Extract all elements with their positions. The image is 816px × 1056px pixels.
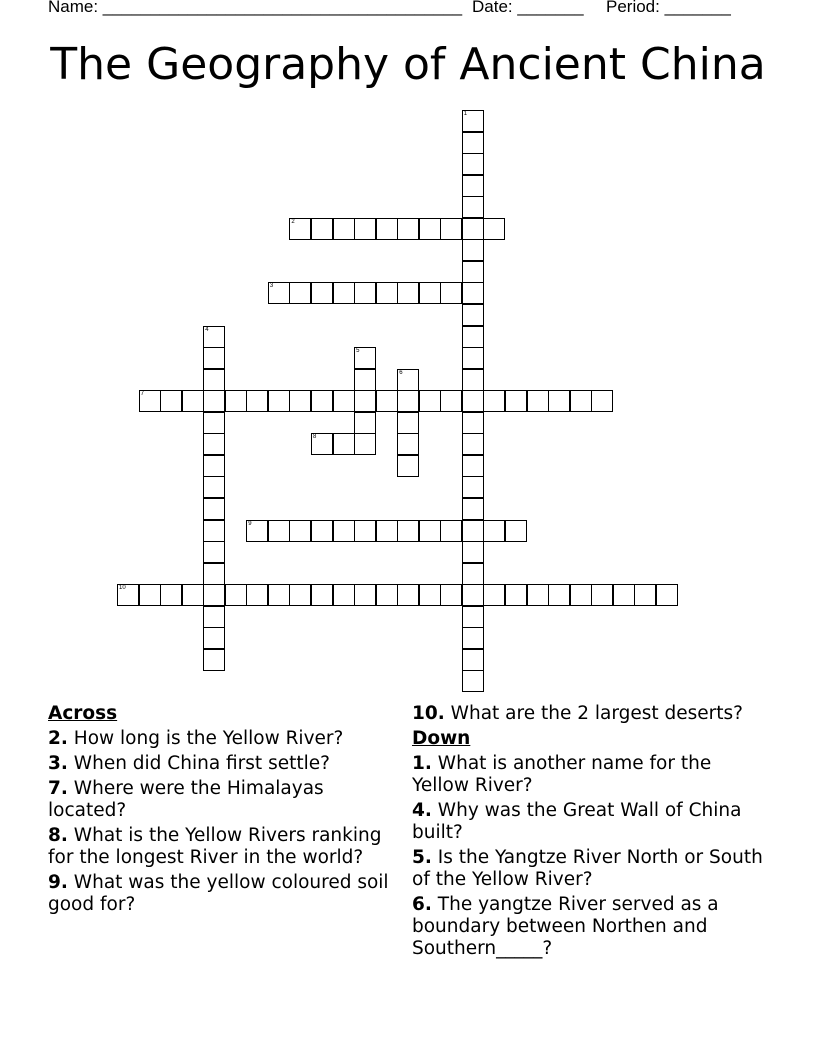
crossword-cell[interactable]	[376, 390, 398, 412]
across-clue-3	[48, 753, 398, 775]
crossword-cell[interactable]	[225, 390, 247, 412]
crossword-cell[interactable]	[397, 455, 419, 477]
crossword-cell[interactable]	[289, 390, 311, 412]
crossword-cell[interactable]	[203, 520, 225, 542]
clue-number: 2.	[48, 728, 68, 749]
crossword-cell[interactable]	[311, 584, 333, 606]
crossword-cell[interactable]	[483, 584, 505, 606]
crossword-cell[interactable]	[397, 390, 419, 412]
clue-number: 9.	[48, 872, 68, 893]
crossword-cell[interactable]	[462, 132, 484, 154]
crossword-cell[interactable]	[505, 390, 527, 412]
clue-number: 1.	[412, 753, 432, 774]
crossword-cell[interactable]	[570, 390, 592, 412]
clue-number-label: 1	[463, 111, 468, 117]
crossword-cell[interactable]	[333, 520, 355, 542]
crossword-cell[interactable]	[246, 520, 268, 542]
crossword-cell[interactable]	[203, 455, 225, 477]
crossword-cell[interactable]	[289, 218, 311, 240]
crossword-cell[interactable]	[462, 541, 484, 563]
crossword-cell[interactable]	[462, 261, 484, 283]
clue-text: What was the yellow coloured soil good for?	[48, 872, 389, 915]
crossword-cell[interactable]	[591, 584, 613, 606]
crossword-cell[interactable]	[527, 584, 549, 606]
crossword-cell[interactable]	[591, 390, 613, 412]
crossword-cell[interactable]	[397, 433, 419, 455]
crossword-cell[interactable]	[462, 584, 484, 606]
crossword-cell[interactable]	[462, 196, 484, 218]
crossword-cell[interactable]	[570, 584, 592, 606]
crossword-cell[interactable]	[462, 476, 484, 498]
crossword-cell[interactable]	[419, 390, 441, 412]
crossword-cell[interactable]	[139, 584, 161, 606]
crossword-cell[interactable]	[548, 584, 570, 606]
crossword-cell[interactable]	[483, 390, 505, 412]
crossword-cell[interactable]	[354, 584, 376, 606]
crossword-cell[interactable]	[462, 433, 484, 455]
crossword-cell[interactable]	[462, 218, 484, 240]
crossword-cell[interactable]	[462, 455, 484, 477]
crossword-cell[interactable]	[397, 218, 419, 240]
crossword-cell[interactable]	[613, 584, 635, 606]
crossword-cell[interactable]	[462, 110, 484, 132]
crossword-cell[interactable]	[419, 520, 441, 542]
crossword-cell[interactable]	[527, 390, 549, 412]
crossword-cell[interactable]	[354, 433, 376, 455]
crossword-cell[interactable]	[117, 584, 139, 606]
clue-number: 6.	[412, 894, 432, 915]
clue-number: 3.	[48, 753, 68, 774]
crossword-cell[interactable]	[203, 541, 225, 563]
across-clue-10	[412, 703, 772, 725]
crossword-cell[interactable]	[354, 369, 376, 391]
crossword-cell[interactable]	[462, 326, 484, 348]
clue-number: 5.	[412, 847, 432, 868]
crossword-cell[interactable]	[376, 584, 398, 606]
crossword-cell[interactable]	[462, 304, 484, 326]
crossword-cell[interactable]	[203, 563, 225, 585]
crossword-cell[interactable]	[203, 476, 225, 498]
crossword-cell[interactable]	[246, 390, 268, 412]
crossword-cell[interactable]	[203, 433, 225, 455]
across-clue-2	[48, 728, 398, 750]
crossword-cell[interactable]	[462, 282, 484, 304]
crossword-cell[interactable]	[225, 584, 247, 606]
name-field[interactable]: Name: ______________________________________	[48, 0, 463, 16]
crossword-cell[interactable]	[483, 218, 505, 240]
across-heading: Across	[48, 703, 118, 724]
crossword-cell[interactable]	[333, 390, 355, 412]
crossword-cell[interactable]	[160, 390, 182, 412]
crossword-cell[interactable]	[354, 520, 376, 542]
crossword-cell[interactable]	[397, 412, 419, 434]
crossword-cell[interactable]	[354, 282, 376, 304]
crossword-cell[interactable]	[440, 584, 462, 606]
down-clue-1	[412, 753, 772, 797]
page-title: The Geography of Ancient China	[50, 39, 766, 90]
clue-number: 4.	[412, 800, 432, 821]
crossword-cell[interactable]	[246, 584, 268, 606]
crossword-cell[interactable]	[333, 433, 355, 455]
clue-number: 10.	[412, 703, 445, 724]
clue-number-label: 5	[356, 348, 360, 355]
date-field[interactable]: Date: _______	[472, 0, 584, 16]
crossword-cell[interactable]	[268, 520, 290, 542]
crossword-cell[interactable]	[354, 412, 376, 434]
crossword-cell[interactable]	[440, 282, 462, 304]
crossword-cell[interactable]	[462, 175, 484, 197]
crossword-cell[interactable]	[462, 390, 484, 412]
crossword-cell[interactable]	[397, 282, 419, 304]
crossword-cell[interactable]	[462, 520, 484, 542]
crossword-cell[interactable]	[311, 218, 333, 240]
crossword-cell[interactable]	[462, 412, 484, 434]
crossword-cell[interactable]	[419, 282, 441, 304]
clue-text: What are the 2 largest deserts?	[450, 703, 743, 724]
crossword-cell[interactable]	[203, 498, 225, 520]
clue-text: When did China first settle?	[73, 753, 330, 774]
crossword-cell[interactable]	[289, 282, 311, 304]
crossword-cell[interactable]	[333, 584, 355, 606]
clue-text: What is the Yellow Rivers ranking for the longest River in the world?	[48, 825, 382, 868]
crossword-cell[interactable]	[462, 649, 484, 671]
clue-text: What is another name for the Yellow River?	[412, 753, 712, 796]
across-clue-7	[48, 778, 398, 822]
crossword-cell[interactable]	[376, 520, 398, 542]
crossword-cell[interactable]	[462, 606, 484, 628]
clue-text: How long is the Yellow River?	[73, 728, 344, 749]
crossword-cell[interactable]	[656, 584, 678, 606]
crossword-cell[interactable]	[440, 218, 462, 240]
crossword-cell[interactable]	[548, 390, 570, 412]
crossword-cell[interactable]	[311, 390, 333, 412]
crossword-cell[interactable]	[440, 520, 462, 542]
clue-number-label: 10	[119, 585, 126, 592]
clue-text: Is the Yangtze River North or South of the Yellow River?	[412, 847, 763, 890]
crossword-cell[interactable]	[419, 584, 441, 606]
crossword-cell[interactable]	[397, 584, 419, 606]
crossword-cell[interactable]	[268, 390, 290, 412]
crossword-cell[interactable]	[634, 584, 656, 606]
crossword-cell[interactable]	[376, 282, 398, 304]
clue-number-label: 4	[205, 326, 209, 333]
crossword-cell[interactable]	[462, 347, 484, 369]
crossword-cell[interactable]	[462, 239, 484, 261]
crossword-cell[interactable]	[268, 584, 290, 606]
clue-number: 7.	[48, 778, 68, 799]
clue-number: 8.	[48, 825, 68, 846]
crossword-cell[interactable]	[354, 347, 376, 369]
crossword-cell[interactable]	[462, 627, 484, 649]
down-clue-5	[412, 847, 772, 891]
clue-text: Where were the Himalayas located?	[48, 778, 324, 821]
crossword-cell[interactable]	[440, 390, 462, 412]
crossword-cell[interactable]	[419, 218, 441, 240]
crossword-cell[interactable]	[462, 563, 484, 585]
crossword-cell[interactable]	[333, 282, 355, 304]
clue-number-label: 6	[399, 369, 403, 376]
clues-column-right	[412, 703, 772, 963]
crossword-cell[interactable]	[203, 627, 225, 649]
crossword-cell[interactable]	[203, 326, 225, 348]
crossword-cell[interactable]	[289, 520, 311, 542]
crossword-cell[interactable]	[268, 282, 290, 304]
crossword-cell[interactable]	[160, 584, 182, 606]
crossword-cell[interactable]	[203, 606, 225, 628]
down-clue-6	[412, 894, 772, 960]
crossword-cell[interactable]	[289, 584, 311, 606]
crossword-cell[interactable]	[505, 584, 527, 606]
crossword-cell[interactable]	[203, 347, 225, 369]
crossword-cell[interactable]	[311, 282, 333, 304]
crossword-cell[interactable]	[203, 649, 225, 671]
crossword-cell[interactable]	[203, 584, 225, 606]
clue-text: The yangtze River served as a boundary between Northen and Southern_____?	[412, 894, 719, 959]
clue-number-label: 3	[269, 283, 274, 290]
period-field[interactable]: Period: _______	[606, 0, 731, 16]
crossword-cell[interactable]	[311, 433, 333, 455]
crossword-cell[interactable]	[462, 369, 484, 391]
crossword-cell[interactable]	[354, 218, 376, 240]
clue-text: Why was the Great Wall of China built?	[412, 800, 742, 843]
crossword-cell[interactable]	[483, 520, 505, 542]
crossword-cell[interactable]	[333, 218, 355, 240]
crossword-cell[interactable]	[139, 390, 161, 412]
crossword-cell[interactable]	[462, 498, 484, 520]
crossword-cell[interactable]	[462, 670, 484, 692]
crossword-cell[interactable]	[354, 390, 376, 412]
crossword-cell[interactable]	[311, 520, 333, 542]
across-clue-8	[48, 825, 398, 869]
crossword-cell[interactable]	[182, 390, 204, 412]
crossword-cell[interactable]	[397, 369, 419, 391]
crossword-cell[interactable]	[203, 412, 225, 434]
crossword-cell[interactable]	[397, 520, 419, 542]
crossword-cell[interactable]	[203, 390, 225, 412]
down-clue-4	[412, 800, 772, 844]
clue-number-label: 8	[313, 434, 317, 441]
crossword-cell[interactable]	[182, 584, 204, 606]
clue-number-label: 7	[140, 391, 144, 398]
crossword-cell[interactable]	[203, 369, 225, 391]
crossword-cell[interactable]	[462, 153, 484, 175]
across-clue-9	[48, 872, 398, 916]
clue-number-label: 2	[291, 218, 295, 225]
down-heading: Down	[412, 728, 471, 749]
clues-column-left	[48, 703, 398, 919]
crossword-cell[interactable]	[505, 520, 527, 542]
clue-number-label: 9	[248, 520, 252, 527]
crossword-cell[interactable]	[376, 218, 398, 240]
